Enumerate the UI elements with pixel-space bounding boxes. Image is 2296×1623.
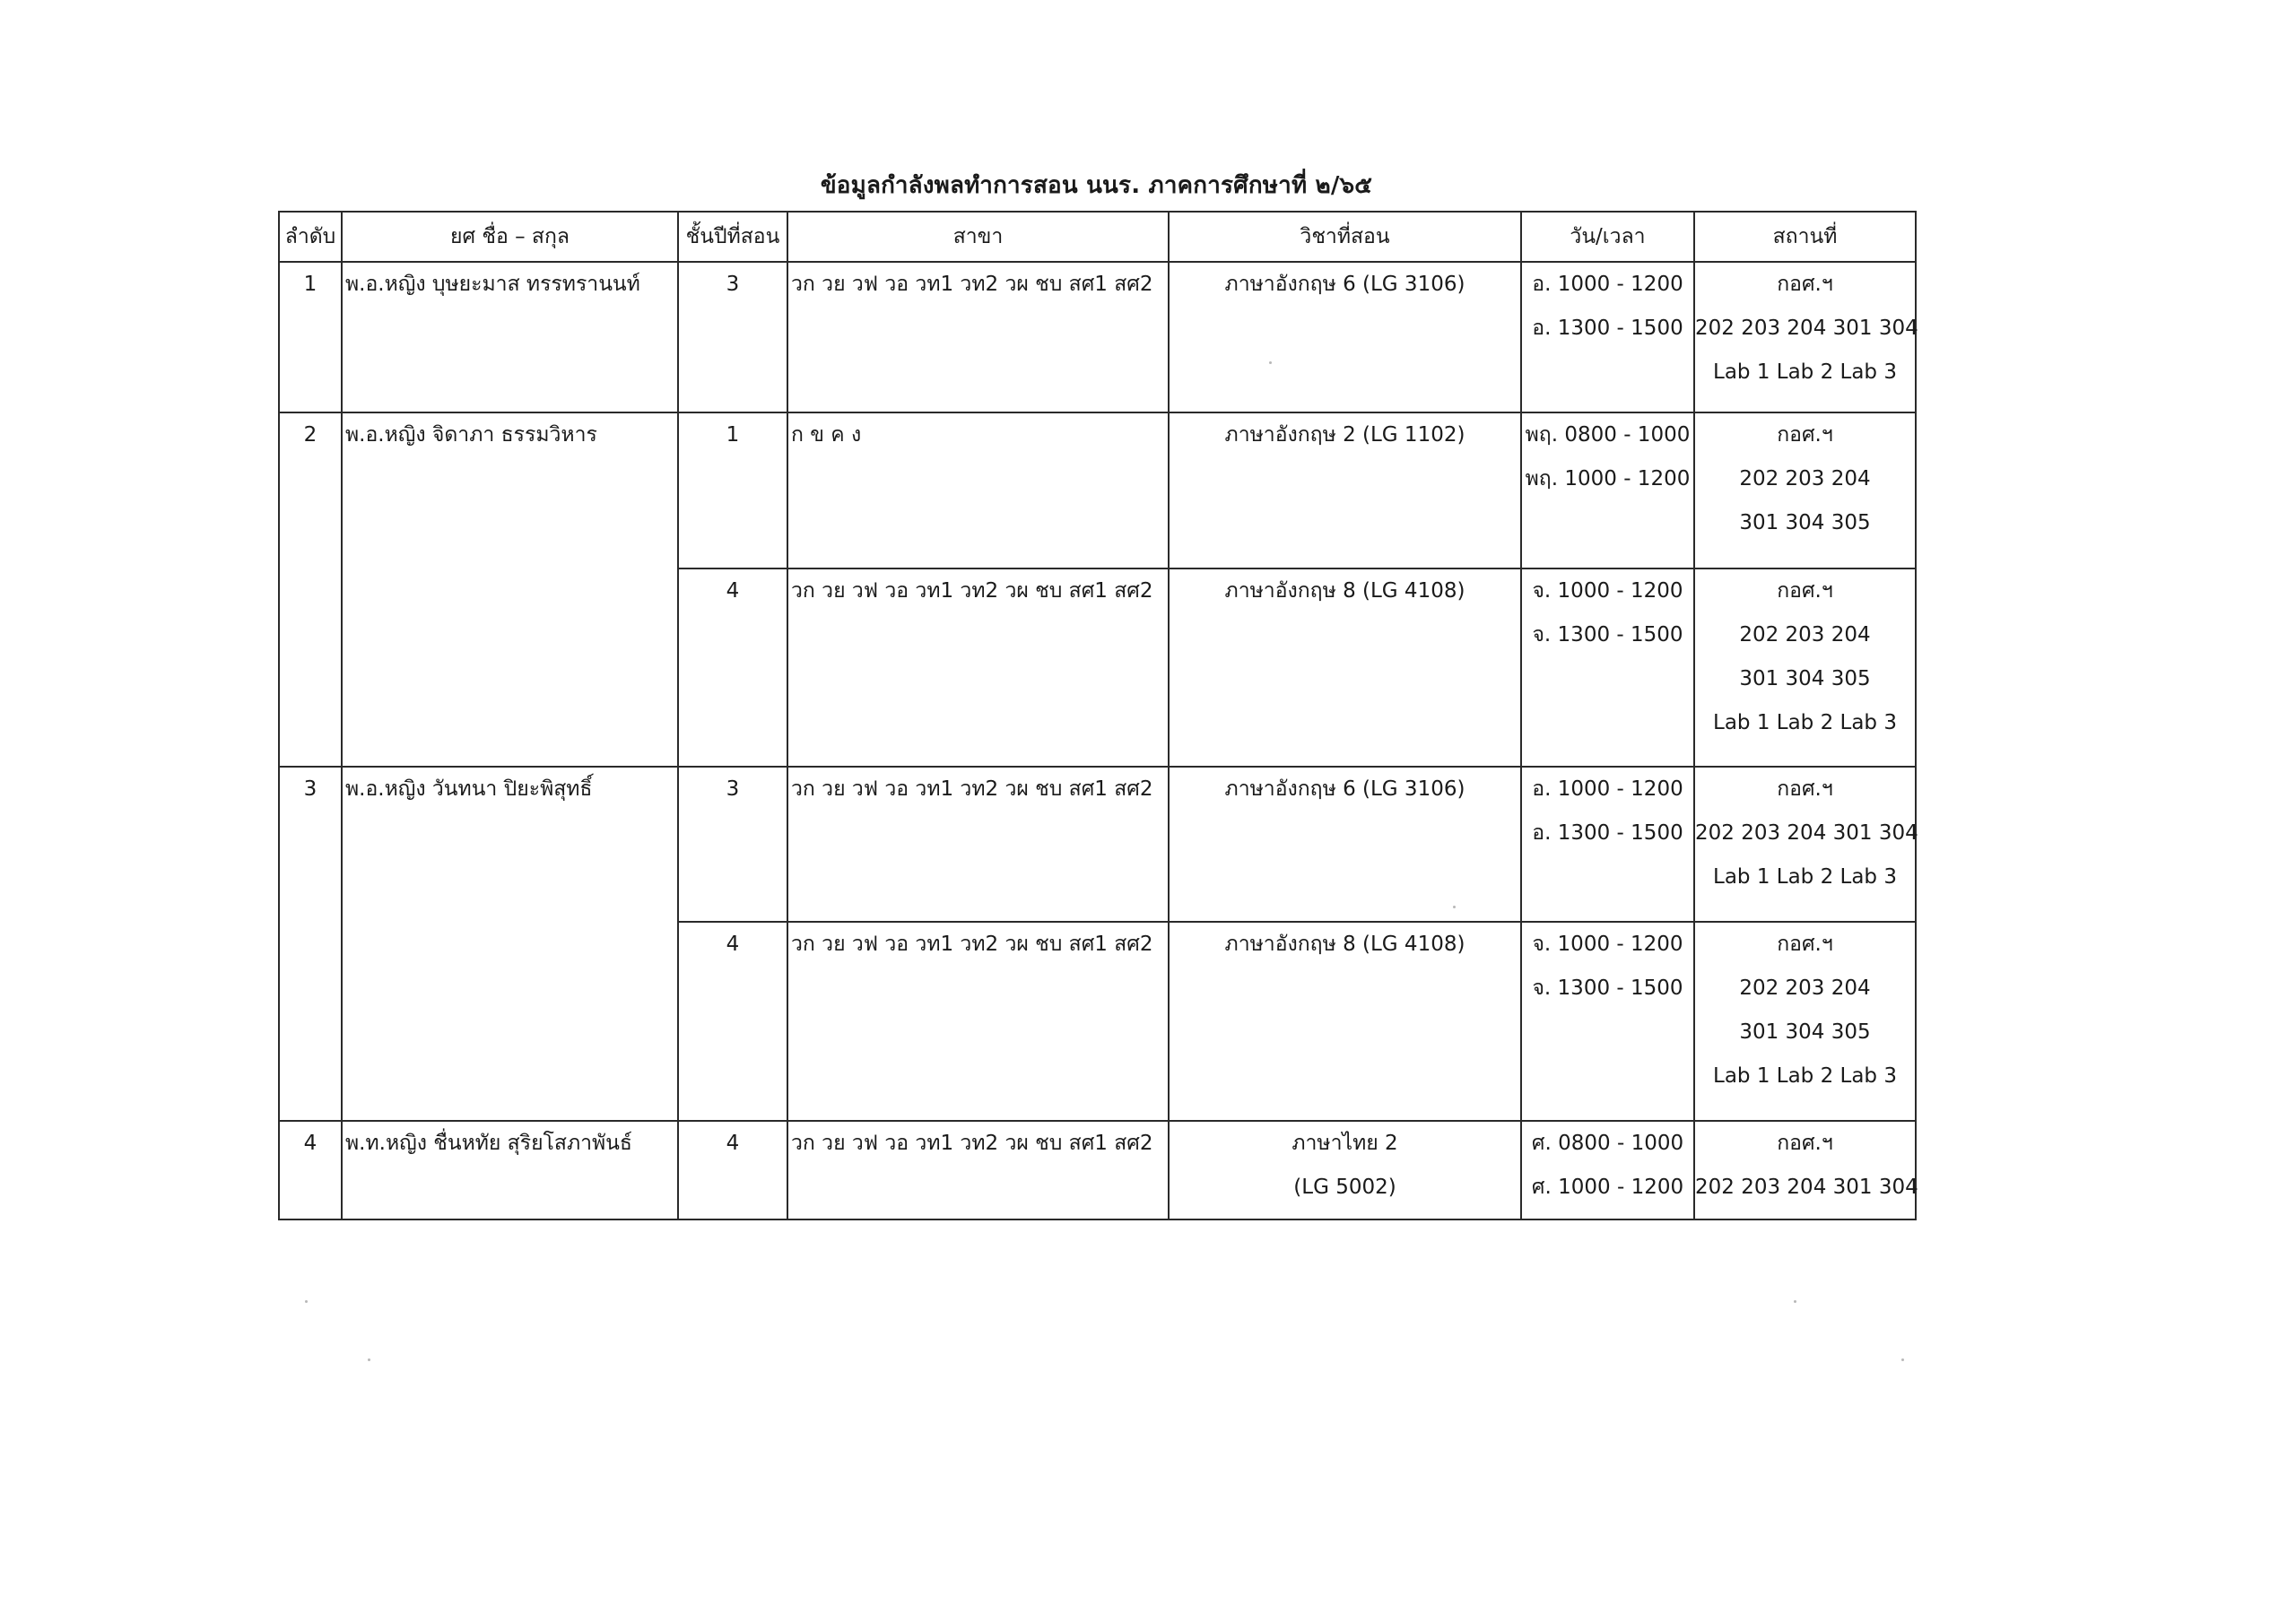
table-row xyxy=(279,412,1916,568)
year-value: 1 xyxy=(726,423,740,447)
subject-value: (LG 5002) xyxy=(1293,1176,1396,1199)
table-row xyxy=(279,1121,1916,1219)
subject-value: ภาษาอังกฤษ 6 (LG 3106) xyxy=(1224,777,1465,801)
branch-value: ก ข ค ง xyxy=(791,423,862,447)
branch-value: วก วย วฟ วอ วท1 วท2 วผ ชบ สศ1 สศ2 xyxy=(791,1132,1153,1155)
place-value: Lab 1 Lab 2 Lab 3 xyxy=(1713,711,1897,734)
place-value: กอศ.ฯ xyxy=(1777,1132,1833,1155)
subject-value: ภาษาไทย 2 xyxy=(1292,1132,1398,1155)
header-name: ยศ ชื่อ – สกุล xyxy=(342,212,678,262)
datetime-value: ศ. 0800 - 1000 xyxy=(1531,1132,1684,1155)
datetime-cell xyxy=(1521,922,1694,1121)
scan-speck xyxy=(305,1300,308,1303)
name-cell xyxy=(342,262,678,412)
teacher-name: พ.อ.หญิง จิดาภา ธรรมวิหาร xyxy=(345,423,597,447)
subject-cell xyxy=(1169,922,1521,1121)
header-place: สถานที่ xyxy=(1694,212,1916,262)
order-cell xyxy=(279,1121,342,1219)
datetime-value: อ. 1300 - 1500 xyxy=(1532,317,1683,340)
place-value: 202 203 204 301 304 xyxy=(1695,1176,1918,1199)
branch-cell xyxy=(787,262,1169,412)
datetime-value: พฤ. 1000 - 1200 xyxy=(1525,467,1691,490)
order-value: 4 xyxy=(303,1132,317,1155)
name-cell xyxy=(342,412,678,767)
datetime-value: จ. 1000 - 1200 xyxy=(1532,579,1683,603)
year-value: 4 xyxy=(726,933,740,956)
place-cell xyxy=(1694,568,1916,767)
datetime-value: พฤ. 0800 - 1000 xyxy=(1525,423,1691,447)
subject-cell xyxy=(1169,262,1521,412)
place-cell xyxy=(1694,922,1916,1121)
table-row xyxy=(279,767,1916,922)
teaching-schedule-table xyxy=(278,211,1917,1220)
place-value: กอศ.ฯ xyxy=(1777,777,1833,801)
year-cell xyxy=(678,262,787,412)
place-cell xyxy=(1694,1121,1916,1219)
place-value: 301 304 305 xyxy=(1739,1020,1871,1044)
place-value: 202 203 204 301 304 xyxy=(1695,821,1918,845)
order-cell xyxy=(279,262,342,412)
datetime-value: จ. 1300 - 1500 xyxy=(1532,976,1683,1000)
place-value: 301 304 305 xyxy=(1739,667,1871,690)
place-cell xyxy=(1694,262,1916,412)
subject-cell xyxy=(1169,1121,1521,1219)
order-value: 1 xyxy=(303,273,317,296)
order-value: 3 xyxy=(303,777,317,801)
table-header-row xyxy=(279,212,1916,262)
place-value: Lab 1 Lab 2 Lab 3 xyxy=(1713,1064,1897,1088)
branch-value: วก วย วฟ วอ วท1 วท2 วผ ชบ สศ1 สศ2 xyxy=(791,273,1153,296)
place-value: 202 203 204 xyxy=(1739,623,1871,647)
branch-value: วก วย วฟ วอ วท1 วท2 วผ ชบ สศ1 สศ2 xyxy=(791,933,1153,956)
subject-cell xyxy=(1169,568,1521,767)
order-cell xyxy=(279,767,342,1121)
datetime-value: อ. 1000 - 1200 xyxy=(1532,273,1683,296)
place-value: กอศ.ฯ xyxy=(1777,933,1833,956)
table-row xyxy=(279,262,1916,412)
branch-cell xyxy=(787,412,1169,568)
subject-value: ภาษาอังกฤษ 6 (LG 3106) xyxy=(1224,273,1465,296)
scan-speck xyxy=(368,1358,370,1361)
scan-speck xyxy=(1794,1300,1796,1303)
teacher-name: พ.อ.หญิง บุษยะมาส ทรรทรานนท์ xyxy=(345,273,640,296)
year-cell xyxy=(678,568,787,767)
year-value: 3 xyxy=(726,777,740,801)
datetime-cell xyxy=(1521,412,1694,568)
place-cell xyxy=(1694,412,1916,568)
order-value: 2 xyxy=(303,423,317,447)
header-order: ลำดับ xyxy=(279,212,342,262)
place-value: 202 203 204 301 304 xyxy=(1695,317,1918,340)
subject-value: ภาษาอังกฤษ 2 (LG 1102) xyxy=(1224,423,1465,447)
datetime-cell xyxy=(1521,767,1694,922)
header-year: ชั้นปีที่สอน xyxy=(678,212,787,262)
place-value: กอศ.ฯ xyxy=(1777,273,1833,296)
place-cell xyxy=(1694,767,1916,922)
datetime-value: จ. 1000 - 1200 xyxy=(1532,933,1683,956)
scan-speck xyxy=(1269,361,1272,364)
place-value: กอศ.ฯ xyxy=(1777,579,1833,603)
branch-cell xyxy=(787,922,1169,1121)
branch-value: วก วย วฟ วอ วท1 วท2 วผ ชบ สศ1 สศ2 xyxy=(791,777,1153,801)
year-value: 4 xyxy=(726,1132,740,1155)
datetime-cell xyxy=(1521,568,1694,767)
year-cell xyxy=(678,922,787,1121)
datetime-value: อ. 1300 - 1500 xyxy=(1532,821,1683,845)
place-value: 202 203 204 xyxy=(1739,467,1871,490)
name-cell xyxy=(342,767,678,1121)
branch-cell xyxy=(787,568,1169,767)
place-value: Lab 1 Lab 2 Lab 3 xyxy=(1713,865,1897,889)
year-cell xyxy=(678,767,787,922)
year-value: 4 xyxy=(726,579,740,603)
teacher-name: พ.อ.หญิง วันทนา ปิยะพิสุทธิ์ xyxy=(345,777,593,801)
subject-value: ภาษาอังกฤษ 8 (LG 4108) xyxy=(1224,579,1465,603)
datetime-value: อ. 1000 - 1200 xyxy=(1532,777,1683,801)
year-cell xyxy=(678,412,787,568)
place-value: 202 203 204 xyxy=(1739,976,1871,1000)
datetime-cell xyxy=(1521,1121,1694,1219)
header-datetime: วัน/เวลา xyxy=(1521,212,1694,262)
teacher-name: พ.ท.หญิง ชื่นหทัย สุริยโสภาพันธ์ xyxy=(345,1132,632,1155)
scan-speck xyxy=(1901,1358,1904,1361)
place-value: 301 304 305 xyxy=(1739,511,1871,534)
header-branch: สาขา xyxy=(787,212,1169,262)
branch-value: วก วย วฟ วอ วท1 วท2 วผ ชบ สศ1 สศ2 xyxy=(791,579,1153,603)
subject-value: ภาษาอังกฤษ 8 (LG 4108) xyxy=(1224,933,1465,956)
subject-cell xyxy=(1169,767,1521,922)
order-cell xyxy=(279,412,342,767)
subject-cell xyxy=(1169,412,1521,568)
datetime-cell xyxy=(1521,262,1694,412)
datetime-value: ศ. 1000 - 1200 xyxy=(1531,1176,1684,1199)
branch-cell xyxy=(787,1121,1169,1219)
place-value: กอศ.ฯ xyxy=(1777,423,1833,447)
year-value: 3 xyxy=(726,273,740,296)
datetime-value: จ. 1300 - 1500 xyxy=(1532,623,1683,647)
name-cell xyxy=(342,1121,678,1219)
branch-cell xyxy=(787,767,1169,922)
year-cell xyxy=(678,1121,787,1219)
header-subject: วิชาที่สอน xyxy=(1169,212,1521,262)
scan-speck xyxy=(1453,906,1456,908)
document-title: ข้อมูลกำลังพลทำการสอน นนร. ภาคการศึกษาที่ ๒/๖๕ xyxy=(820,172,1373,199)
place-value: Lab 1 Lab 2 Lab 3 xyxy=(1713,360,1897,384)
